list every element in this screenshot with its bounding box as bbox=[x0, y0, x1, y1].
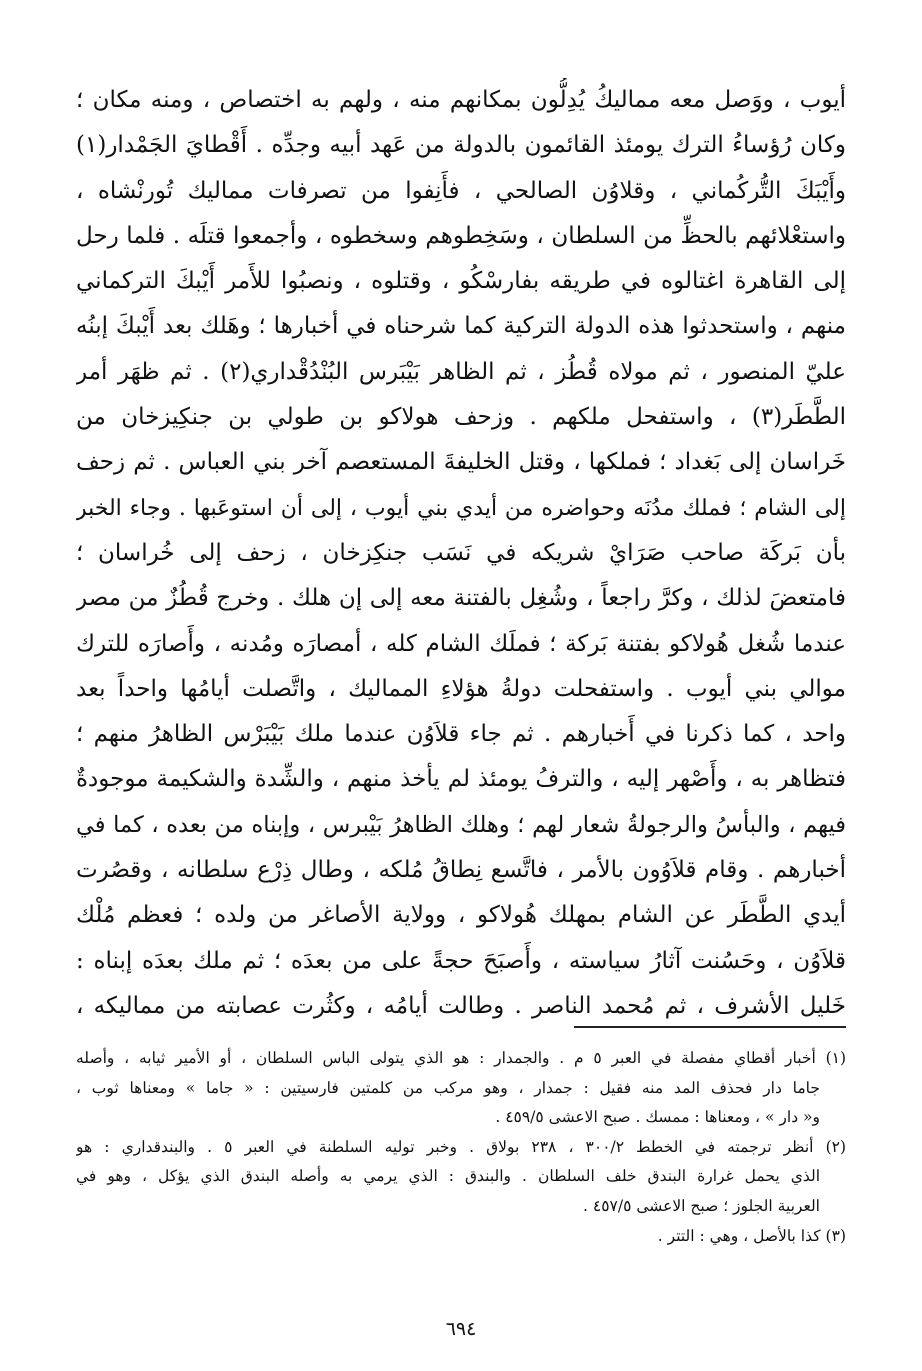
text-line: واستعْلائهم بالحظِّ من السلطان ، وسَخِطوهم وسخطوه ، وأجمعوا قتلَه . فلما رحل bbox=[76, 222, 846, 249]
footnote-3-line: (٣) كذا بالأصل ، وهي : التتر . bbox=[657, 1226, 846, 1245]
text-line: الطَّطَر(٣) ، واستفحل ملكهم . وزحف هولاكو بن طولي بن جنكِيزخان من bbox=[76, 404, 846, 431]
footnotes-block bbox=[76, 1044, 846, 1251]
text-line: عندما شُغل هُولاكو بفتنة بَركة ؛ فملَك الشام كله ، أمصارَه ومُدنه ، وأَصارَه للترك bbox=[76, 630, 846, 657]
text-line: موالي بني أيوب . واستفحلت دولةُ هؤلاءِ المماليك ، واتَّصلت أيامُها واحداً بعد bbox=[76, 675, 846, 702]
text-line: إلى القاهرة اغتالوه في طريقه بفارسْكُو ، وقتلوه ، ونصبُوا للأَمر أَيْبكَ التركماني bbox=[76, 268, 846, 295]
footnote-2-line: (٢) أنظر ترجمته في الخطط ٣٠٠/٢ ، ٢٣٨ بولاق . وخبر توليه السلطنة في العبر ٥ . والبندقداري : هو bbox=[76, 1137, 846, 1156]
text-line: إلى الشام ؛ فملك مدُنَه وحواضره من أيدي بني أيوب ، إلى أن استوعَبها . وجاء الخبر bbox=[76, 495, 846, 521]
text-line: فامتعضَ لذلك ، وكرَّ راجعاً ، وشُغِل بالفتنة معه إلى إن هلك . وخرج قُطُزٌ من مصر bbox=[76, 585, 846, 612]
text-line: خَليل الأشرف ، ثم مُحمد الناصر . وطالت أيامُه ، وكثُرت عصابته من مماليكه ، bbox=[76, 992, 846, 1019]
page-number: ٦٩٤ bbox=[445, 1318, 477, 1340]
text-line: خَراسان إلى بَغداد ؛ فملكها ، وقتل الخليفةَ المستعصم آخر بني العباس . ثم زحف bbox=[76, 449, 846, 476]
text-line: فيهم ، والبأسُ والرجولةُ شعار لهم ؛ وهلك الظاهرُ بَيْبرس ، وإبناه من بعده ، كما في bbox=[76, 811, 846, 838]
main-text-block bbox=[76, 78, 846, 1029]
footnote-2-line: العربية الجلوز ؛ صبح الاعشى ٤٥٧/٥ . bbox=[583, 1196, 820, 1215]
footnote-1-line: (١) أخبار أقطاي مفصلة في العبر ٥ م . والجمدار : هو الذي يتولى الباس السلطان ، أو الأمير ثيابه ، وأصله bbox=[76, 1049, 846, 1067]
text-line: واحد ، كما ذكرنا في أَخبارهم . ثم جاء قلاَوُن عندما ملك بَيْبَرْس الظاهرُ منهم ؛ bbox=[76, 721, 846, 748]
text-line: وأَيْبَكَ التُّركُماني ، وقلاوُن الصالحي ، فأَنِفوا من تصرفات مماليك تُورنْشاه ، bbox=[76, 177, 846, 204]
footnote-2-line: الذي يحمل غرارة البندق خلف السلطان . والبندق : الذي يرمي به وأصله البندق الذي يؤكل ، وهو في bbox=[76, 1167, 820, 1186]
text-line: أخبارهم . وقام قلاَوُون بالأمر ، فاتَّسع نِطاقُ مُلكه ، وطال ذِرْع سلطانه ، وقصُرت bbox=[76, 857, 846, 884]
text-line: بأن بَركَة صاحب صَرَايْ شريكه في نَسَب جنكِزخان ، زحف إلى خُراسان ؛ bbox=[76, 539, 846, 566]
footnote-separator bbox=[574, 1026, 846, 1028]
text-line: أيوب ، ووَصل معه مماليكُ يُدِلُّون بمكانهم منه ، ولهم به اختصاص ، ومنه مكان ؛ bbox=[76, 87, 846, 113]
text-line: فتظاهر به ، وأَصْهر إليه ، والترفُ يومئذ لم يأخذ منهم ، والشِّدة والشكيمة موجودةٌ bbox=[76, 766, 846, 793]
text-line: منهم ، واستحدثوا هذه الدولة التركية كما شرحناه في أخبارها ؛ وهَلك بعد أَيْبكَ إبنُه bbox=[76, 313, 846, 340]
text-line: أيدي الطَّطَر عن الشام بمهلك هُولاكو ، وولاية الأصاغر من ولده ؛ فعظم مُلْك bbox=[76, 902, 846, 929]
text-line: قلاَوُن ، وحَسُنت آثارُ سياسته ، وأَصبَحَ حجةً على من بعدَه ؛ ثم ملك بعدَه إبناه : bbox=[76, 947, 846, 974]
text-line: عليّ المنصور ، ثم مولاه قُطُز ، ثم الظاهر بَيْبَرس البُنْدُقْداري(٢) . ثم ظهَر أمر bbox=[76, 358, 846, 385]
text-line: وكان رُؤساءُ الترك يومئذ القائمون بالدولة من عَهد أبيه وجدِّه . أَقْطايَ الجَمْدار(١) bbox=[76, 132, 846, 159]
footnote-1-line: جاما دار فحذف المد منه فقيل : جمدار ، وهو مركب من كلمتين فارسيتين : « جاما » ومعناها ثوب ، bbox=[76, 1078, 820, 1097]
footnote-1-line: و« دار » ، ومعناها : ممسك . صبح الاعشى ٤٥٩/٥ . bbox=[495, 1108, 820, 1127]
